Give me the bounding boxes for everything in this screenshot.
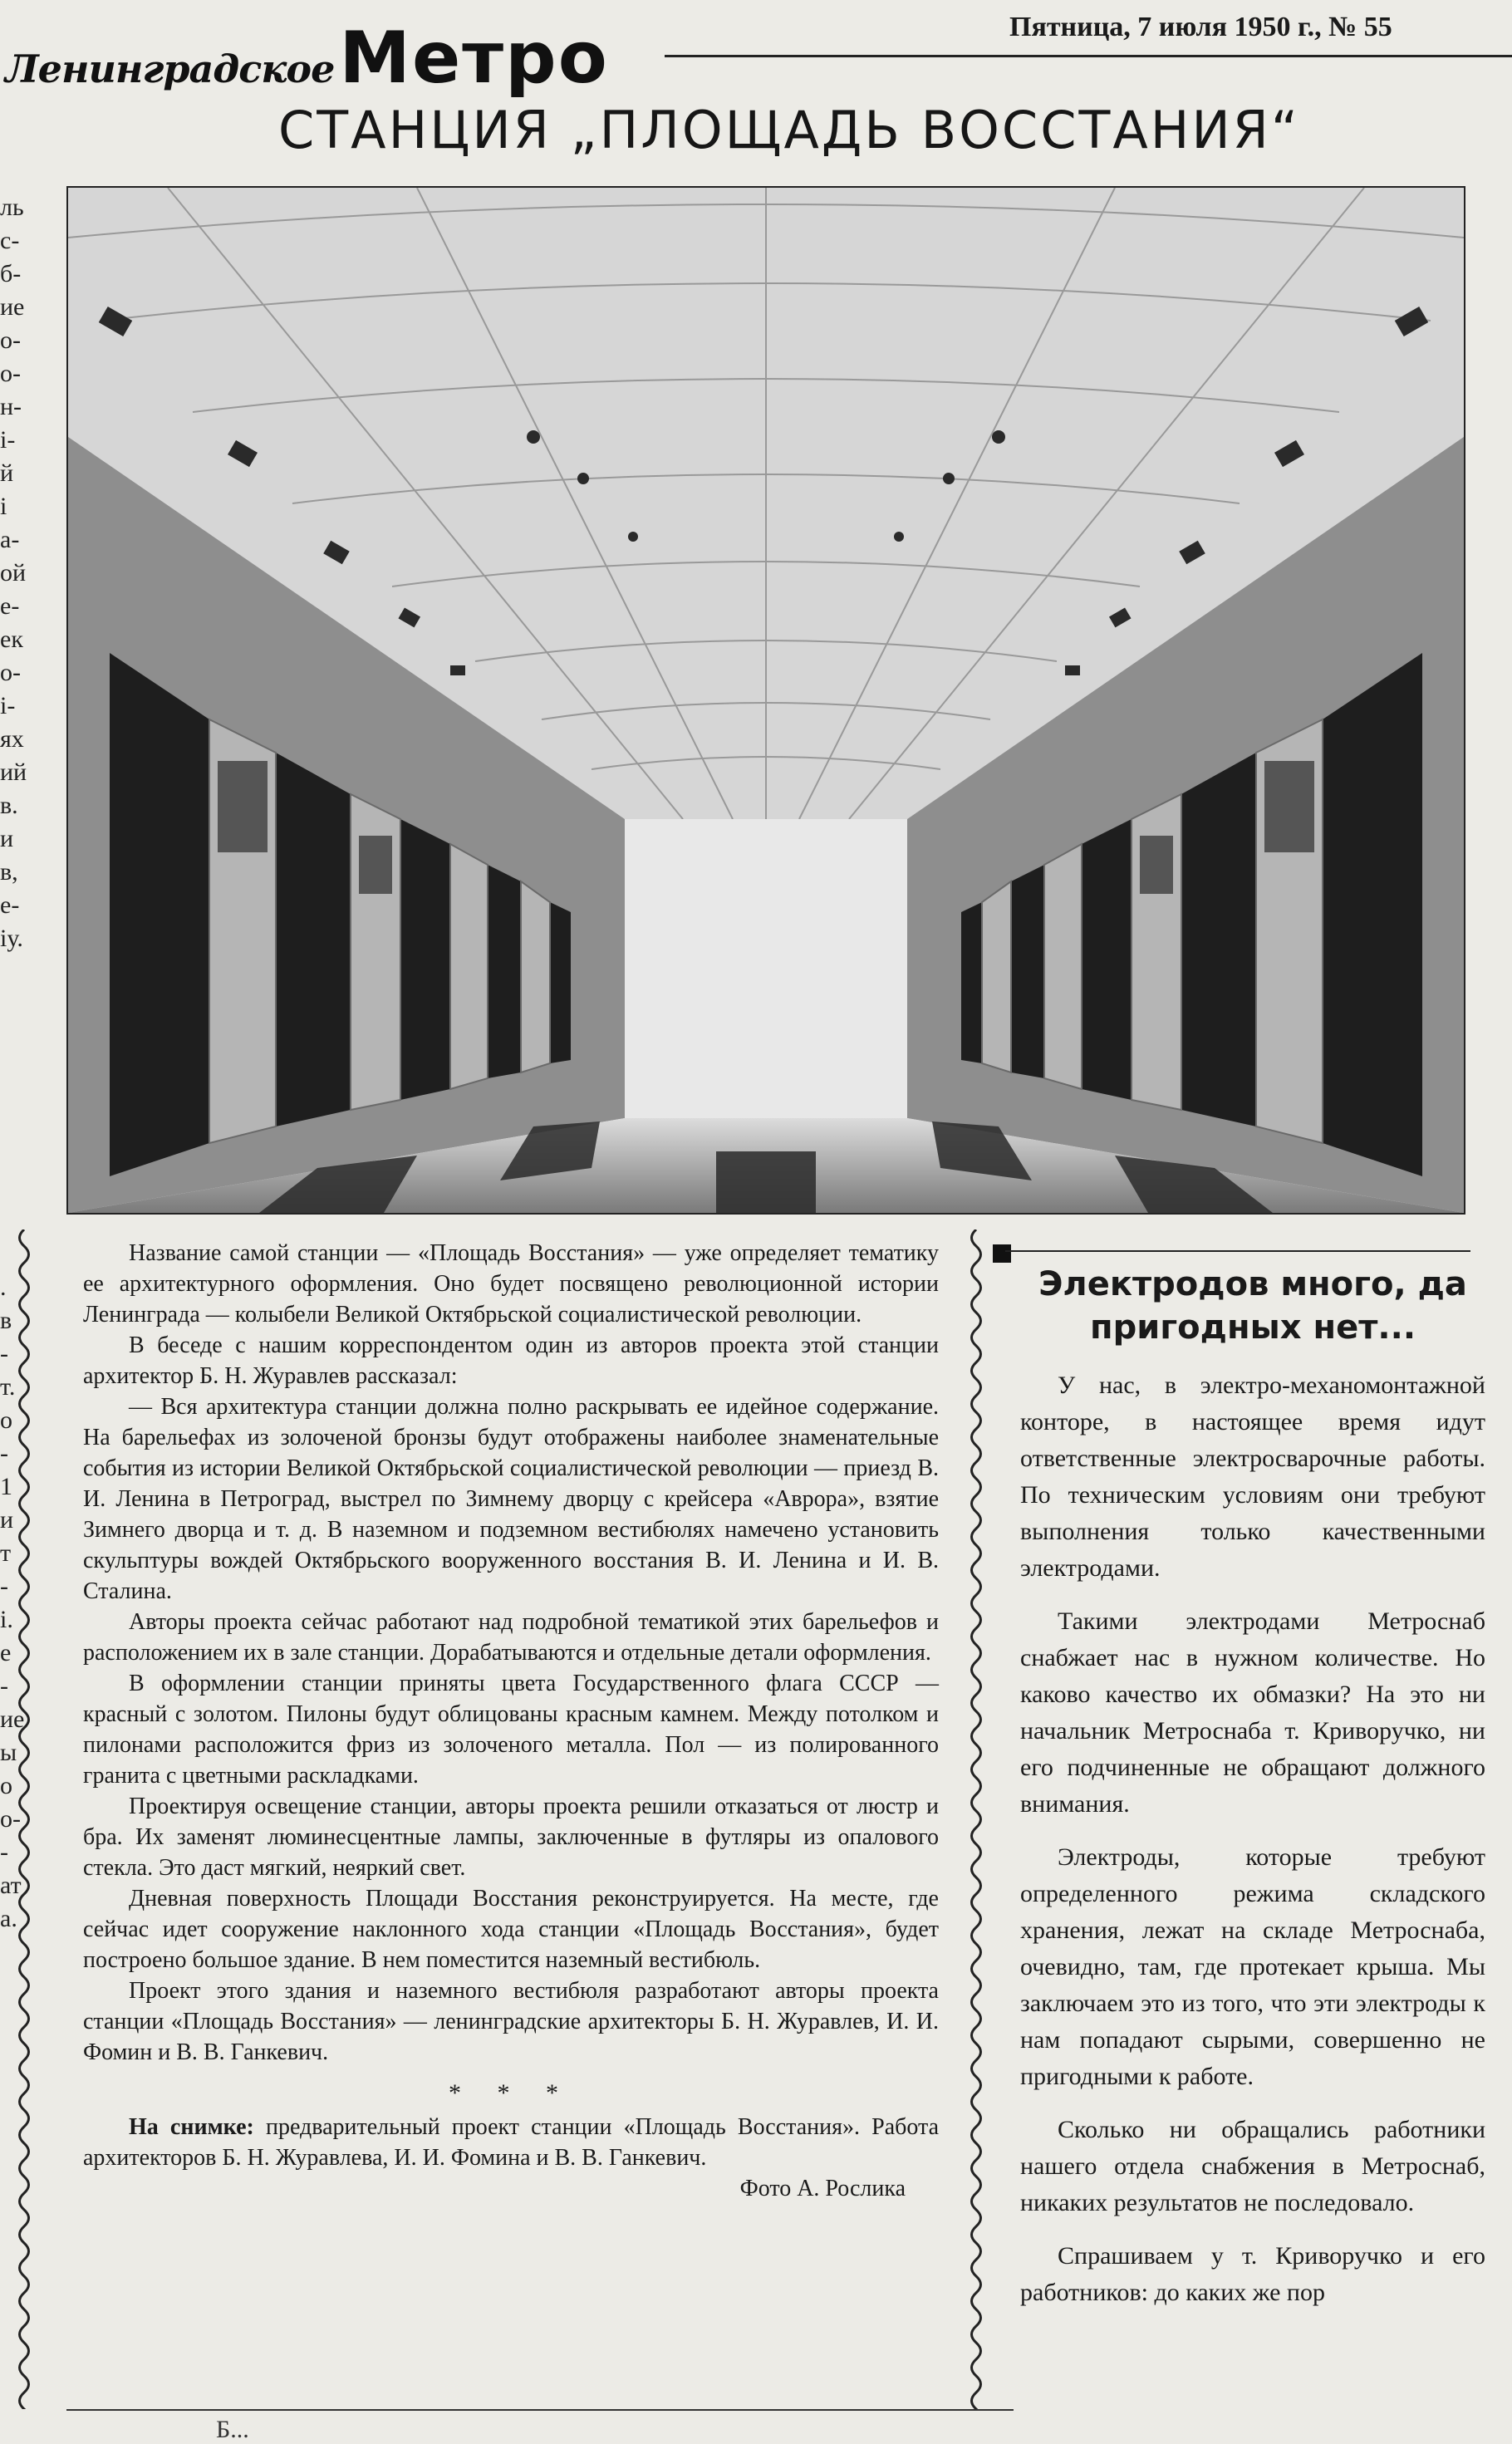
left-fragment-line: ат <box>0 1872 22 1899</box>
left-fragment-line: в. <box>0 792 18 819</box>
left-fragment-line: ой <box>0 559 27 586</box>
left-fragment-line: 1 <box>0 1473 12 1500</box>
left-fragment-line: . <box>0 1274 7 1301</box>
station-hall-drawing <box>68 188 1464 1213</box>
article-paragraph: Проектируя освещение станции, авторы проекта решили отказаться от люстр и бра. Их заменят люминесцентные лампы, заключенные в футляры из опалового стекла. Это даст мягкий, неяркий свет. <box>83 1794 939 1881</box>
headline: СТАНЦИЯ „ПЛОЩАДЬ ВОССТАНИЯ“ <box>278 100 1300 160</box>
left-fragment-line: ы <box>0 1739 17 1766</box>
right-article-paragraph: У нас, в электро-механомонтажной конторе, в настоящее время идут ответственные электросварочные работы. По техническим условиям они требуют выполнения только качественными электродами. <box>1020 1372 1485 1582</box>
article-paragraph: Название самой станции — «Площадь Восстания» — уже определяет тематику ее архитектурного оформления. Оно будет посвящено революционной истории Ленинграда — колыбели Великой Октябрьской социалистической революции. <box>83 1240 939 1328</box>
article-marker <box>993 1244 1011 1263</box>
left-fragment-line: е- <box>0 592 20 620</box>
right-article <box>1020 1263 1485 2328</box>
photo-credit: Фото А. Рослика <box>739 2176 906 2201</box>
left-fragment-line: и <box>0 1506 14 1534</box>
caption-label: На снимке: <box>129 2114 254 2140</box>
left-fragment-line: і- <box>0 426 16 454</box>
left-fragment-line: о- <box>0 326 21 354</box>
right-article-paragraph: Такими электродами Метроснаб снабжает нас в нужном количестве. Но каково качество их обмазки? На это ни начальник Метроснаба т. Криворучко, ни его подчиненные не обращают должного внимания. <box>1020 1607 1485 1818</box>
left-fragment-line: ий <box>0 758 27 786</box>
station-illustration <box>66 186 1465 1215</box>
left-fragment-line: н- <box>0 393 22 420</box>
right-article-paragraph: Сколько ни обращались работники нашего отдела снабжения в Метроснаб, никаких результатов не последовало. <box>1020 2116 1485 2216</box>
left-fragment-line: и <box>0 825 14 852</box>
left-fragment-line: - <box>0 1838 8 1866</box>
left-fragment-line: ие <box>0 1705 25 1733</box>
section-stars: * * * <box>449 2079 573 2107</box>
photo-caption <box>83 2112 939 2201</box>
left-fragment-line: т. <box>0 1373 16 1401</box>
main-article <box>83 1238 939 2204</box>
left-fragment-line: а- <box>0 526 20 553</box>
left-fragment-line: о- <box>0 659 21 686</box>
left-fragment-line: о <box>0 1406 12 1434</box>
left-fragment-line: б- <box>0 260 22 287</box>
left-fragment-line: ль <box>0 194 24 221</box>
left-fragment-line: і <box>0 493 7 520</box>
left-fragment-line: - <box>0 1672 8 1700</box>
right-article-rule <box>1005 1250 1470 1252</box>
wavy-separator-left <box>12 1229 37 2409</box>
masthead-rule <box>665 55 1512 57</box>
next-article-fragment: Б... <box>216 2416 249 2443</box>
newspaper-logo <box>5 17 609 100</box>
left-fragment-line: в, <box>0 858 18 886</box>
article-paragraph: Авторы проекта сейчас работают над подробной тематикой этих барельефов и расположением их в зале станции. Дорабатываются и отдельные детали оформления. <box>83 1609 939 1666</box>
left-fragment-line: ек <box>0 626 23 653</box>
wavy-separator-middle <box>964 1229 989 2409</box>
left-fragment-line: й <box>0 459 14 487</box>
left-fragment-line: т <box>0 1539 12 1567</box>
left-fragment-line: с- <box>0 227 20 254</box>
issue-date: Пятница, 7 июля 1950 г., № 55 <box>1009 12 1392 42</box>
masthead <box>0 0 1512 100</box>
newspaper-title-small: Ленинградское <box>5 47 335 91</box>
left-fragment-line: в <box>0 1307 12 1334</box>
left-fragment-line: а. <box>0 1905 17 1932</box>
article-paragraph: — Вся архитектура станции должна полно раскрывать ее идейное содержание. На барельефах из золоченой бронзы будут отображены наиболее знаменательные события из истории Великой Октябрьской социалистической революции — приезд В. И. Ленина в Петроград, выстрел по Зимнему дворцу с крейсера «Аврора», взятие Зимнего дворца и т. д. В наземном и подземном вестибюлях намечено установить скульптуры вождей Октябрьского вооруженного восстания В. И. Ленина и И. В. Сталина. <box>83 1394 939 1604</box>
right-article-paragraph: Спрашиваем у т. Криворучко и его работников: до каких же пор <box>1020 2242 1485 2306</box>
article-paragraph: В оформлении станции приняты цвета Государственного флага СССР — красный с золотом. Пилоны будут облицованы красным камнем. Между потолком и пилонами расположится фриз из золоченого металла. Пол — из полированного гранита с цветными раскладками. <box>83 1671 939 1789</box>
left-fragment-line: - <box>0 1573 8 1600</box>
left-fragment-line: о- <box>0 360 21 387</box>
left-fragment-line: і. <box>0 1606 13 1633</box>
left-fragment-line: ие <box>0 293 25 321</box>
left-fragment-line: іу. <box>0 925 23 952</box>
left-fragment-line: е- <box>0 891 20 919</box>
article-paragraph: Дневная поверхность Площади Восстания реконструируется. На месте, где сейчас идет сооружение наклонного хода станции «Площадь Восстания», будет построено большое здание. В нем поместится наземный вестибюль. <box>83 1886 939 1973</box>
left-fragment-line: - <box>0 1440 8 1467</box>
left-fragment-line: - <box>0 1340 8 1367</box>
caption-text: предварительный проект станции «Площадь Восстания». Работа архитекторов Б. Н. Журавлева, И. И. Фомина и В. В. Ганкевич. <box>83 2114 939 2171</box>
article-paragraph: Проект этого здания и наземного вестибюля разработают авторы проекта станции «Площадь Восстания» — ленинградские архитекторы Б. Н. Журавлев, И. И. Фомин и В. В. Ганкевич. <box>83 1978 939 2065</box>
newspaper-title-big: Метро <box>339 17 609 100</box>
bottom-rule <box>66 2409 1014 2411</box>
left-fragment-line: е <box>0 1639 12 1666</box>
left-fragment-line: о <box>0 1772 12 1799</box>
right-article-paragraph: Электроды, которые требуют определенного режима складского хранения, лежат на складе Метроснаба, очевидно, там, где протекает крыша. Мы заключаем это из того, что эти электроды к нам попадают сырыми, совершенно не пригодными к работе. <box>1020 1843 1485 2090</box>
article-paragraph: В беседе с нашим корреспондентом один из авторов проекта этой станции архитектор Б. Н. Журавлев рассказал: <box>83 1332 939 1389</box>
left-fragment-line: о- <box>0 1805 21 1833</box>
right-article-title: Электродов много, да пригодных нет... <box>1038 1265 1467 1347</box>
left-fragment-line: ях <box>0 725 24 753</box>
left-fragment-line: і- <box>0 692 16 719</box>
